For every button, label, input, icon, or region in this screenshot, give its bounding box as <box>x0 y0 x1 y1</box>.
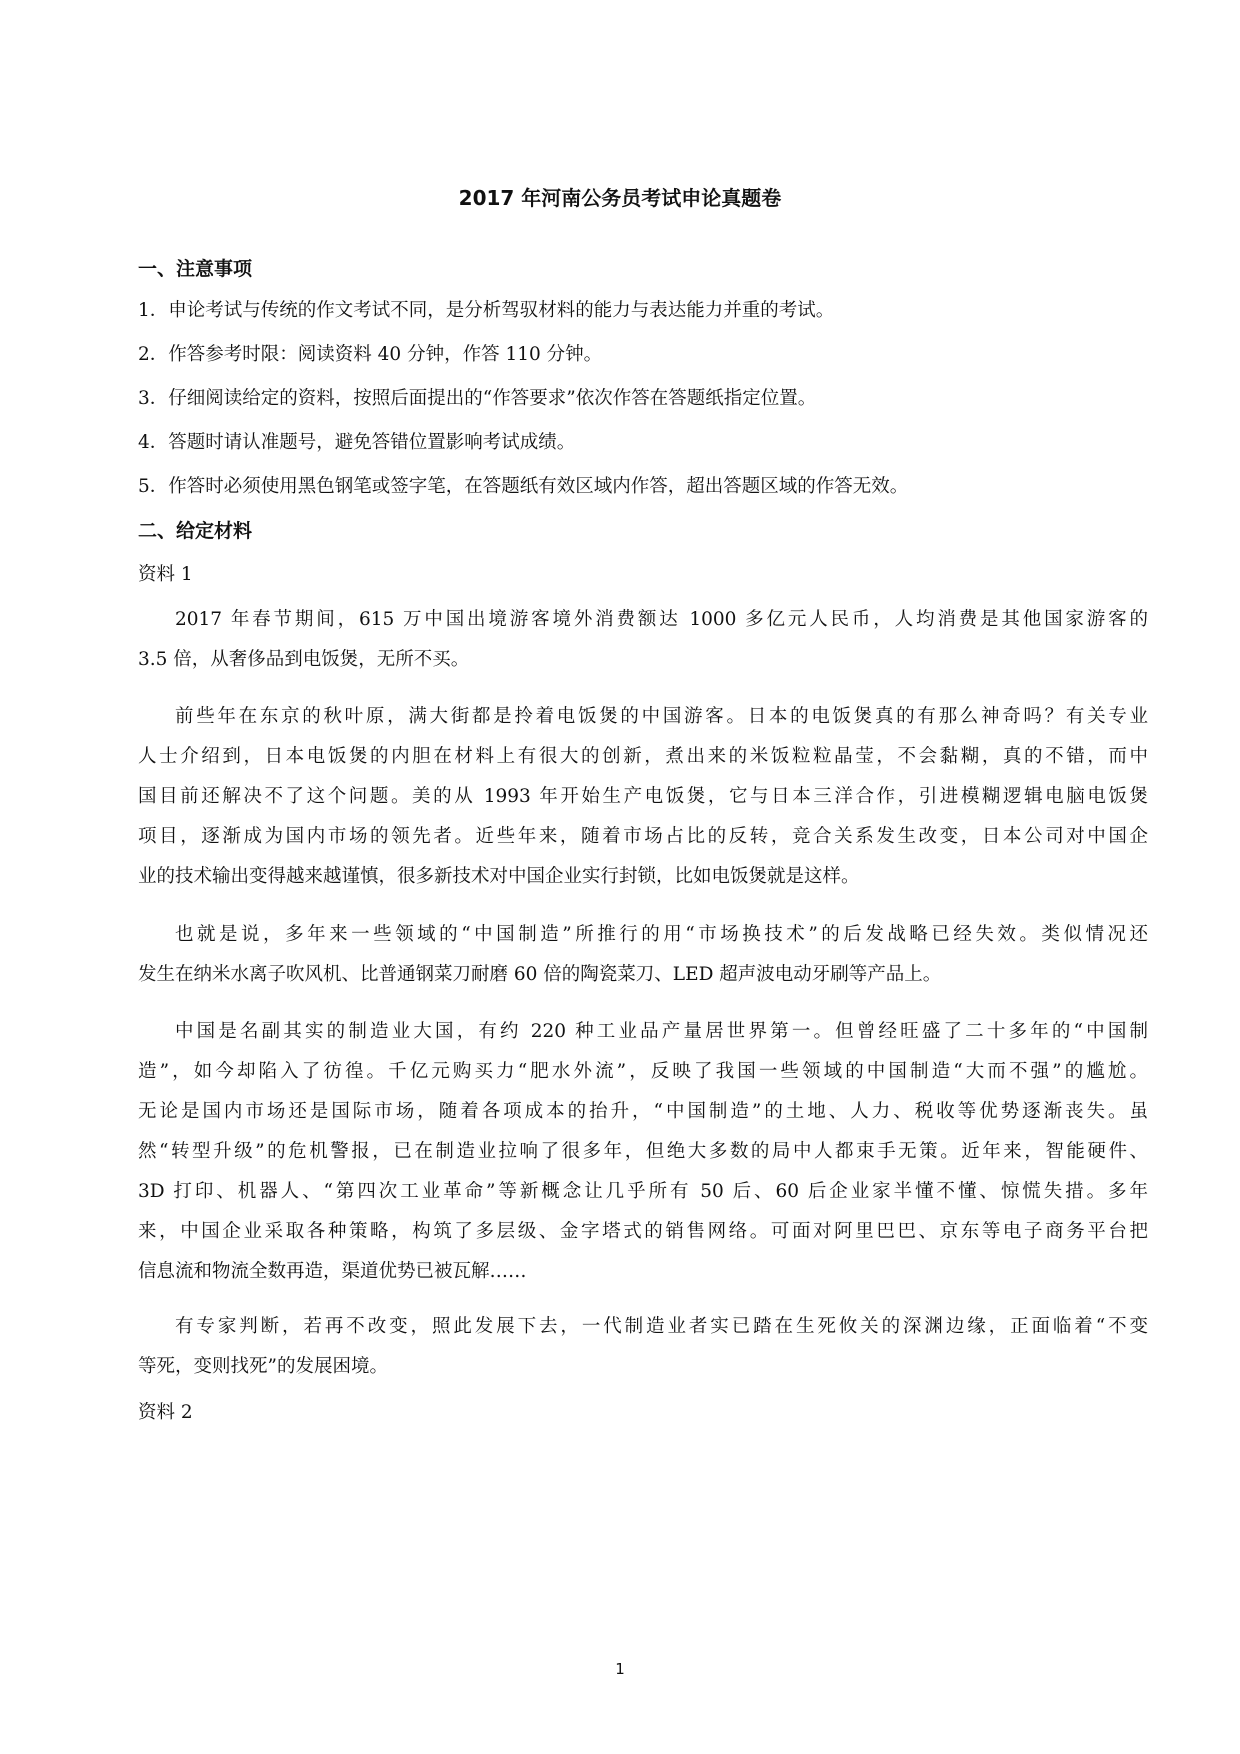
paragraph-line: 2017 年春节期间，615 万中国出境游客境外消费额达 1000 多亿元人民币，人均消费是其他国家游客的 <box>175 609 1148 630</box>
paragraph-line: 发生在纳米水离子吹风机、比普通钢菜刀耐磨 60 倍的陶瓷菜刀、LED 超声波电动牙刷等产品上。 <box>138 964 942 985</box>
paragraph-line: 等死，变则找死”的发展困境。 <box>138 1356 388 1377</box>
paragraph-line: 然“转型升级”的危机警报，已在制造业拉响了很多年，但绝大多数的局中人都束手无策。近年来，智能硬件、 <box>138 1141 1148 1162</box>
paragraph-line: 有专家判断，若再不改变，照此发展下去，一代制造业者实已踏在生死攸关的深渊边缘，正面临着“不变 <box>175 1316 1148 1337</box>
paragraph-5 <box>138 1307 1148 1387</box>
paragraph-line: 造”，如今却陷入了彷徨。千亿元购买力“肥水外流”，反映了我国一些领域的中国制造“大而不强”的尴尬。 <box>138 1061 1148 1082</box>
material-1-label: 资料 1 <box>138 564 193 585</box>
material-2-label: 资料 2 <box>138 1402 193 1423</box>
paragraph-line: 项目，逐渐成为国内市场的领先者。近些年来，随着市场占比的反转，竞合关系发生改变，日本公司对中国企 <box>138 826 1148 847</box>
paragraph-2 <box>138 697 1148 897</box>
paragraph-4 <box>138 1012 1148 1292</box>
paragraph-line: 来，中国企业采取各种策略，构筑了多层级、金字塔式的销售网络。可面对阿里巴巴、京东等电子商务平台把 <box>138 1221 1148 1242</box>
page-number: 1 <box>615 1660 625 1678</box>
paragraph-line: 也就是说，多年来一些领域的“中国制造”所推行的用“市场换技术”的后发战略已经失效。类似情况还 <box>175 924 1148 945</box>
paragraph-line: 3D 打印、机器人、“第四次工业革命”等新概念让几乎所有 50 后、60 后企业家半懂不懂、惊慌失措。多年 <box>138 1181 1148 1202</box>
paragraph-line: 业的技术输出变得越来越谨慎，很多新技术对中国企业实行封锁，比如电饭煲就是这样。 <box>138 866 860 887</box>
paragraph-line: 中国是名副其实的制造业大国，有约 220 种工业品产量居世界第一。但曾经旺盛了二十多年的“中国制 <box>175 1021 1148 1042</box>
note-item-3: 3．仔细阅读给定的资料，按照后面提出的“作答要求”依次作答在答题纸指定位置。 <box>138 388 817 409</box>
paragraph-line: 3.5 倍，从奢侈品到电饭煲，无所不买。 <box>138 649 470 670</box>
note-item-4: 4．答题时请认准题号，避免答错位置影响考试成绩。 <box>138 432 576 453</box>
paragraph-line: 人士介绍到，日本电饭煲的内胆在材料上有很大的创新，煮出来的米饭粒粒晶莹，不会黏糊，真的不错，而中 <box>138 746 1148 767</box>
paragraph-line: 前些年在东京的秋叶原，满大街都是拎着电饭煲的中国游客。日本的电饭煲真的有那么神奇吗？有关专业 <box>175 706 1148 727</box>
paragraph-line: 无论是国内市场还是国际市场，随着各项成本的抬升，“中国制造”的土地、人力、税收等优势逐渐丧失。虽 <box>138 1101 1148 1122</box>
note-item-5: 5．作答时必须使用黑色钢笔或签字笔，在答题纸有效区域内作答，超出答题区域的作答无效。 <box>138 476 909 497</box>
section-heading-materials: 二、给定材料 <box>138 520 253 542</box>
paragraph-1 <box>138 600 1148 680</box>
paragraph-3 <box>138 915 1148 995</box>
section-heading-notes: 一、注意事项 <box>138 258 253 280</box>
note-item-1: 1．申论考试与传统的作文考试不同，是分析驾驭材料的能力与表达能力并重的考试。 <box>138 300 835 321</box>
document-title: 2017 年河南公务员考试申论真题卷 <box>458 186 782 210</box>
paragraph-line: 国目前还解决不了这个问题。美的从 1993 年开始生产电饭煲，它与日本三洋合作，引进模糊逻辑电脑电饭煲 <box>138 786 1148 807</box>
note-item-2: 2．作答参考时限：阅读资料 40 分钟，作答 110 分钟。 <box>138 344 603 365</box>
paragraph-line: 信息流和物流全数再造，渠道优势已被瓦解…… <box>138 1261 527 1282</box>
